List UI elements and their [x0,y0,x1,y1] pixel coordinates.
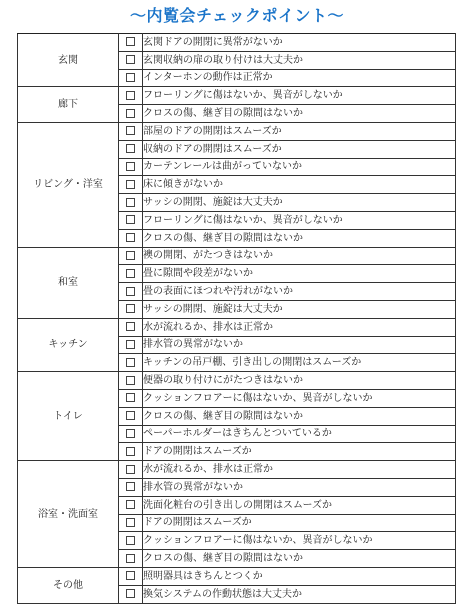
check-item-text: 床に傾きがないか [143,176,456,194]
check-item-text: 玄関ドアの開閉に異常がないか [143,34,456,52]
checkbox[interactable] [126,37,135,46]
check-item-text: 玄関収納の扉の取り付けは大丈夫か [143,51,456,69]
check-item-text: ドアの開閉はスムーズか [143,443,456,461]
checkbox-cell [119,194,143,212]
check-item-text: インターホンの動作は正常か [143,69,456,87]
checkbox[interactable] [126,198,135,207]
checkbox[interactable] [126,447,135,456]
checklist-row [18,372,456,390]
checkbox-cell [119,336,143,354]
check-item-text: 便器の取り付けにがたつきはないか [143,372,456,390]
checkbox[interactable] [126,500,135,509]
checkbox-cell [119,87,143,105]
check-item-text: 換気システムの作動状態は大丈夫か [143,585,456,603]
checkbox[interactable] [126,322,135,331]
check-item-text: クッションフロアーに傷はないか、異音がしないか [143,389,456,407]
check-item-text: 排水管の異常がないか [143,478,456,496]
check-item-text: クッションフロアーに傷はないか、異音がしないか [143,532,456,550]
checkbox-cell [119,567,143,585]
room-label: リビング・洋室 [18,122,119,247]
room-label: その他 [18,567,119,603]
check-item-text: 襖の開閉、がたつきはないか [143,247,456,265]
checkbox[interactable] [126,429,135,438]
checkbox-cell [119,283,143,301]
checkbox-cell [119,407,143,425]
check-item-text: クロスの傷、継ぎ目の隙間はないか [143,229,456,247]
check-item-text: ペーパーホルダーはきちんとついているか [143,425,456,443]
checkbox[interactable] [126,482,135,491]
check-item-text: クロスの傷、継ぎ目の隙間はないか [143,407,456,425]
room-label: トイレ [18,372,119,461]
page-title: ～内覧会チェックポイント～ [129,6,345,25]
room-label: 浴室・洗面室 [18,461,119,568]
checkbox[interactable] [126,55,135,64]
checkbox-cell [119,105,143,123]
checkbox-cell [119,425,143,443]
room-label: 廊下 [18,87,119,123]
checkbox-cell [119,247,143,265]
checkbox[interactable] [126,536,135,545]
checkbox[interactable] [126,287,135,296]
checkbox-cell [119,318,143,336]
checkbox-cell [119,443,143,461]
checkbox-cell [119,265,143,283]
check-item-text: 収納のドアの開閉はスムーズか [143,140,456,158]
checklist-row [18,318,456,336]
checkbox[interactable] [126,411,135,420]
checklist-body [18,34,456,604]
checkbox-cell [119,372,143,390]
checklist-row [18,567,456,585]
check-item-text: クロスの傷、継ぎ目の隙間はないか [143,550,456,568]
checkbox[interactable] [126,162,135,171]
room-label: 玄関 [18,34,119,87]
checklist-row [18,87,456,105]
check-item-text: 照明器具はきちんとつくか [143,567,456,585]
checkbox-cell [119,211,143,229]
check-item-text: クロスの傷、継ぎ目の隙間はないか [143,105,456,123]
checkbox[interactable] [126,251,135,260]
checkbox[interactable] [126,393,135,402]
checkbox-cell [119,51,143,69]
check-item-text: サッシの開閉、施錠は大丈夫か [143,194,456,212]
check-item-text: 排水管の異常がないか [143,336,456,354]
checkbox-cell [119,158,143,176]
checkbox-cell [119,229,143,247]
checkbox[interactable] [126,465,135,474]
checkbox-cell [119,69,143,87]
checkbox-cell [119,532,143,550]
checkbox[interactable] [126,215,135,224]
checkbox[interactable] [126,126,135,135]
checkbox-cell [119,496,143,514]
checkbox-cell [119,389,143,407]
checkbox[interactable] [126,571,135,580]
checkbox-cell [119,354,143,372]
checkbox[interactable] [126,376,135,385]
checkbox-cell [119,300,143,318]
checkbox[interactable] [126,233,135,242]
check-item-text: 部屋のドアの開閉はスムーズか [143,122,456,140]
check-item-text: 洗面化粧台の引き出しの開閉はスムーズか [143,496,456,514]
checkbox-cell [119,140,143,158]
checkbox[interactable] [126,109,135,118]
check-item-text: フローリングに傷はないか、異音がしないか [143,211,456,229]
checkbox[interactable] [126,180,135,189]
checkbox[interactable] [126,358,135,367]
checkbox[interactable] [126,144,135,153]
checkbox-cell [119,176,143,194]
checkbox-cell [119,585,143,603]
checkbox[interactable] [126,73,135,82]
check-item-text: フローリングに傷はないか、異音がしないか [143,87,456,105]
check-item-text: カーテンレールは曲がっていないか [143,158,456,176]
checkbox-cell [119,461,143,479]
checkbox-cell [119,122,143,140]
checkbox-cell [119,478,143,496]
checkbox-cell [119,34,143,52]
check-item-text: キッチンの吊戸棚、引き出しの開閉はスムーズか [143,354,456,372]
checkbox[interactable] [126,269,135,278]
room-label: 和室 [18,247,119,318]
checklist-row [18,34,456,52]
checkbox[interactable] [126,91,135,100]
checklist-row [18,247,456,265]
check-item-text: 水が流れるか、排水は正常か [143,318,456,336]
checklist-row [18,461,456,479]
checklist-table [17,33,456,604]
check-item-text: 畳の表面にほつれや汚れがないか [143,283,456,301]
check-item-text: サッシの開閉、施錠は大丈夫か [143,300,456,318]
room-label: キッチン [18,318,119,371]
checkbox[interactable] [126,589,135,598]
checkbox[interactable] [126,518,135,527]
checkbox[interactable] [126,554,135,563]
checkbox-cell [119,550,143,568]
checklist-row [18,122,456,140]
checkbox[interactable] [126,304,135,313]
checkbox[interactable] [126,340,135,349]
checkbox-cell [119,514,143,532]
check-item-text: ドアの開閉はスムーズか [143,514,456,532]
check-item-text: 水が流れるか、排水は正常か [143,461,456,479]
check-item-text: 畳に隙間や段差がないか [143,265,456,283]
